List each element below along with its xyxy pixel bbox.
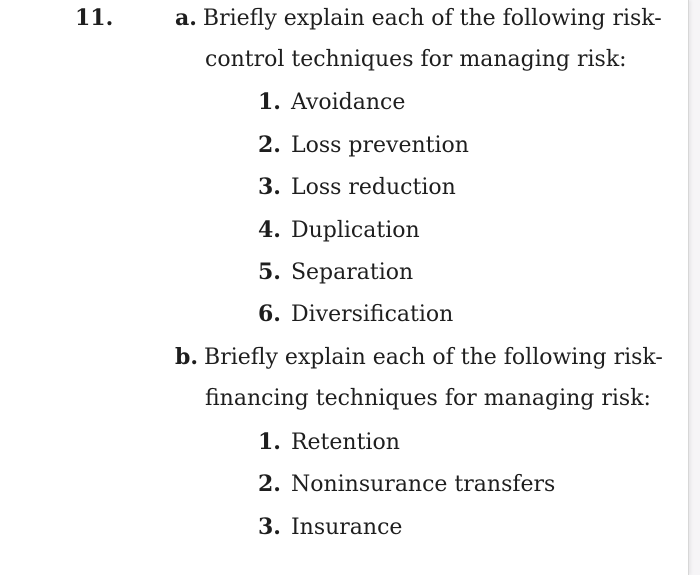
item-number: 5. — [258, 259, 281, 285]
part-b-item-retention — [258, 426, 400, 459]
part-b-line1: Briefly explain each of the following risk- — [204, 345, 663, 370]
item-number: 2. — [258, 471, 281, 497]
part-a-item-loss-reduction — [258, 171, 456, 204]
item-number: 6. — [258, 301, 281, 327]
item-number: 4. — [258, 217, 281, 243]
part-a-item-diversification — [258, 298, 453, 331]
part-b-item-insurance — [258, 511, 402, 544]
item-number: 2. — [258, 132, 281, 158]
part-b-line2: financing techniques for managing risk: — [205, 386, 651, 411]
item-text: Loss reduction — [290, 175, 456, 200]
part-a-heading — [175, 2, 662, 35]
part-a-item-duplication — [258, 214, 420, 247]
part-b-heading — [175, 341, 663, 374]
item-text: Avoidance — [290, 90, 406, 115]
part-a-item-avoidance — [258, 86, 405, 119]
part-a-item-loss-prevention — [258, 129, 469, 162]
item-number: 1. — [258, 89, 281, 115]
part-a-line2: control techniques for managing risk: — [205, 47, 627, 72]
part-b-item-noninsurance-transfers — [258, 468, 555, 501]
item-text: Noninsurance transfers — [290, 472, 556, 497]
part-a-line1: Briefly explain each of the following risk- — [202, 6, 662, 31]
item-number: 3. — [258, 514, 281, 540]
item-text: Duplication — [290, 218, 420, 243]
part-a-letter: a. — [175, 5, 197, 31]
item-text: Loss prevention — [290, 133, 469, 158]
item-text: Diversification — [290, 302, 454, 327]
item-text: Retention — [290, 430, 400, 455]
item-number: 3. — [258, 174, 281, 200]
item-text: Insurance — [290, 515, 403, 540]
item-text: Separation — [290, 260, 414, 285]
item-number: 1. — [258, 429, 281, 455]
question-number: 11. — [75, 5, 114, 31]
part-a-item-separation — [258, 256, 413, 289]
part-b-letter: b. — [175, 344, 199, 370]
